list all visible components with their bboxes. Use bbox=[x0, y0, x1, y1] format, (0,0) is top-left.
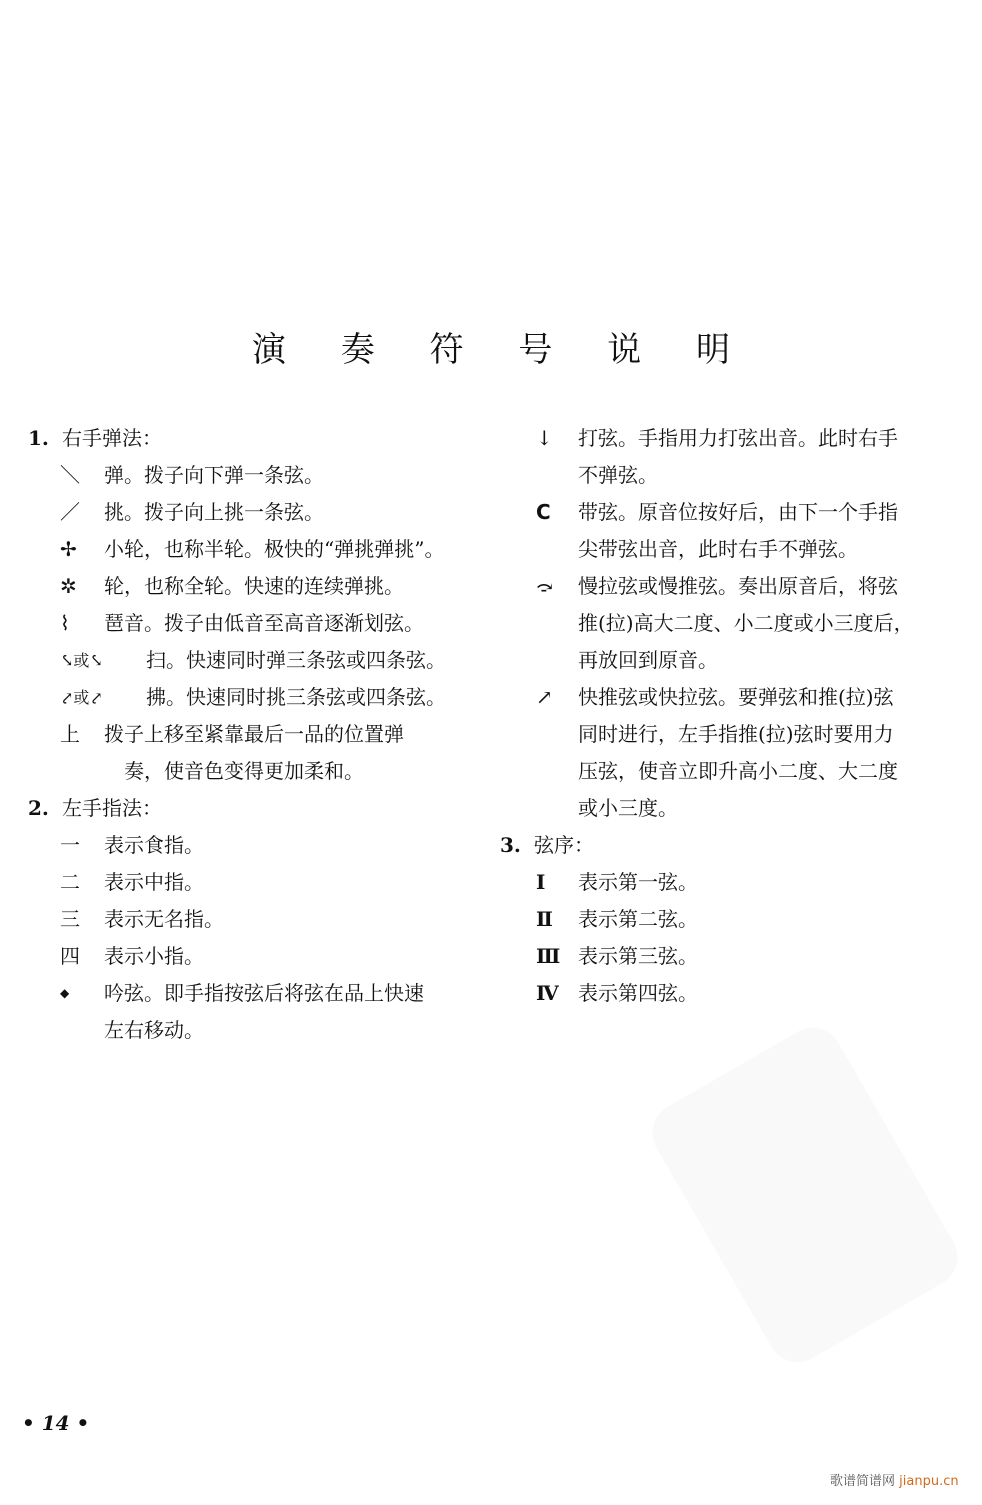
legend-text-cont: 不弹弦。 bbox=[578, 463, 658, 487]
index-finger-icon: 一 bbox=[60, 833, 80, 857]
pull-off-icon: C bbox=[536, 500, 551, 524]
legend-text: 表示中指。 bbox=[104, 870, 204, 894]
legend-text: 吟弦。即手指按弦后将弦在品上快速 bbox=[104, 981, 424, 1005]
fast-bend-icon: ↗ bbox=[536, 685, 553, 709]
middle-finger-icon: 二 bbox=[60, 870, 80, 894]
legend-text-cont: 左右移动。 bbox=[104, 1018, 204, 1042]
legend-text: 琶音。拨子由低音至高音逐渐划弦。 bbox=[104, 611, 424, 635]
shang-icon: 上 bbox=[60, 722, 80, 746]
legend-text: 拂。快速同时挑三条弦或四条弦。 bbox=[146, 685, 446, 709]
legend-item-full-tremolo bbox=[28, 568, 468, 605]
string-3-icon: Ⅲ bbox=[536, 944, 561, 968]
legend-item-slow-bend bbox=[500, 568, 940, 679]
legend-text-cont: 再放回到原音。 bbox=[578, 648, 718, 672]
legend-item-string-2 bbox=[500, 901, 940, 938]
legend-text: 带弦。原音位按好后，由下一个手指 bbox=[578, 500, 898, 524]
legend-item-sweep-down bbox=[28, 642, 468, 679]
legend-text: 小轮，也称半轮。极快的“弹挑弹挑”。 bbox=[104, 537, 445, 561]
string-4-icon: Ⅳ bbox=[536, 981, 559, 1005]
legend-text: 弹。拨子向下弹一条弦。 bbox=[104, 463, 324, 487]
little-finger-icon: 四 bbox=[60, 944, 80, 968]
legend-item-tiao bbox=[28, 494, 468, 531]
hammer-on-icon: ↓ bbox=[536, 426, 553, 450]
legend-item-vibrato bbox=[28, 975, 468, 1049]
section-number: 2. bbox=[28, 796, 49, 820]
legend-item-sweep-up bbox=[28, 679, 468, 716]
section-title: 左手指法： bbox=[62, 796, 162, 820]
string-2-icon: Ⅱ bbox=[536, 907, 553, 931]
vibrato-icon: ◆ bbox=[60, 986, 70, 1000]
legend-item-hammer-on bbox=[500, 420, 940, 494]
legend-text: 轮，也称全轮。快速的连续弹挑。 bbox=[104, 574, 404, 598]
legend-item-fast-bend bbox=[500, 679, 940, 827]
legend-text: 扫。快速同时弹三条弦或四条弦。 bbox=[146, 648, 446, 672]
legend-item-arpeggio bbox=[28, 605, 468, 642]
legend-text: 拨子上移至紧靠最后一品的位置弹 bbox=[104, 722, 404, 746]
legend-text: 表示第三弦。 bbox=[578, 944, 698, 968]
legend-item-little-finger bbox=[28, 938, 468, 975]
legend-item-string-4 bbox=[500, 975, 940, 1012]
site-watermark[interactable] bbox=[830, 1470, 959, 1489]
legend-text-cont: 推(拉)高大二度、小二度或小三度后， bbox=[578, 611, 914, 635]
section-heading-right-hand bbox=[28, 420, 468, 457]
legend-item-tan bbox=[28, 457, 468, 494]
legend-text: 打弦。手指用力打弦出音。此时右手 bbox=[578, 426, 898, 450]
ring-finger-icon: 三 bbox=[60, 907, 80, 931]
legend-item-shang bbox=[28, 716, 468, 790]
right-column bbox=[500, 420, 940, 1012]
legend-item-string-1 bbox=[500, 864, 940, 901]
legend-text: 表示第二弦。 bbox=[578, 907, 698, 931]
string-1-icon: Ⅰ bbox=[536, 870, 546, 894]
legend-item-index-finger bbox=[28, 827, 468, 864]
section-title: 右手弹法： bbox=[62, 426, 162, 450]
legend-item-middle-finger bbox=[28, 864, 468, 901]
site-watermark-text: 歌谱简谱网 bbox=[830, 1474, 896, 1489]
legend-text: 慢拉弦或慢推弦。奏出原音后，将弦 bbox=[578, 574, 898, 598]
legend-text: 表示小指。 bbox=[104, 944, 204, 968]
full-tremolo-icon: ✲ bbox=[60, 574, 77, 598]
section-heading-string-order bbox=[500, 827, 940, 864]
legend-text: 挑。拨子向上挑一条弦。 bbox=[104, 500, 324, 524]
legend-text: 表示第四弦。 bbox=[578, 981, 698, 1005]
legend-text-cont: 同时进行，左手指推(拉)弦时要用力 bbox=[578, 722, 894, 746]
section-number: 1. bbox=[28, 426, 49, 450]
legend-item-string-3 bbox=[500, 938, 940, 975]
legend-text-cont: 奏，使音色变得更加柔和。 bbox=[124, 759, 364, 783]
legend-text: 表示无名指。 bbox=[104, 907, 224, 931]
half-tremolo-icon: ✢ bbox=[60, 537, 77, 561]
site-watermark-url: jianpu.cn bbox=[899, 1474, 959, 1489]
section-title: 弦序： bbox=[534, 833, 594, 857]
legend-text: 表示第一弦。 bbox=[578, 870, 698, 894]
legend-item-pull-off bbox=[500, 494, 940, 568]
section-number: 3. bbox=[500, 833, 521, 857]
legend-text: 快推弦或快拉弦。要弹弦和推(拉)弦 bbox=[578, 685, 894, 709]
legend-text-cont: 压弦，使音立即升高小二度、大二度 bbox=[578, 759, 898, 783]
sweep-down-icon: ⤥或⤥ bbox=[60, 651, 103, 670]
down-stroke-icon: ＼ bbox=[60, 463, 80, 487]
page-number: • 14 • bbox=[22, 1411, 90, 1435]
slow-bend-icon: ⤼ bbox=[536, 574, 553, 598]
up-stroke-icon: ／ bbox=[60, 500, 80, 524]
arpeggio-icon: ⌇ bbox=[60, 611, 70, 635]
sweep-up-icon: ⤤或⤤ bbox=[60, 688, 103, 707]
page-title: 演 奏 符 号 说 明 bbox=[251, 330, 753, 370]
background-watermark bbox=[642, 1017, 969, 1373]
legend-item-ring-finger bbox=[28, 901, 468, 938]
section-heading-left-hand bbox=[28, 790, 468, 827]
legend-item-half-tremolo bbox=[28, 531, 468, 568]
left-column bbox=[28, 420, 468, 1049]
legend-text-cont: 尖带弦出音，此时右手不弹弦。 bbox=[578, 537, 858, 561]
legend-text-cont: 或小三度。 bbox=[578, 796, 678, 820]
legend-text: 表示食指。 bbox=[104, 833, 204, 857]
